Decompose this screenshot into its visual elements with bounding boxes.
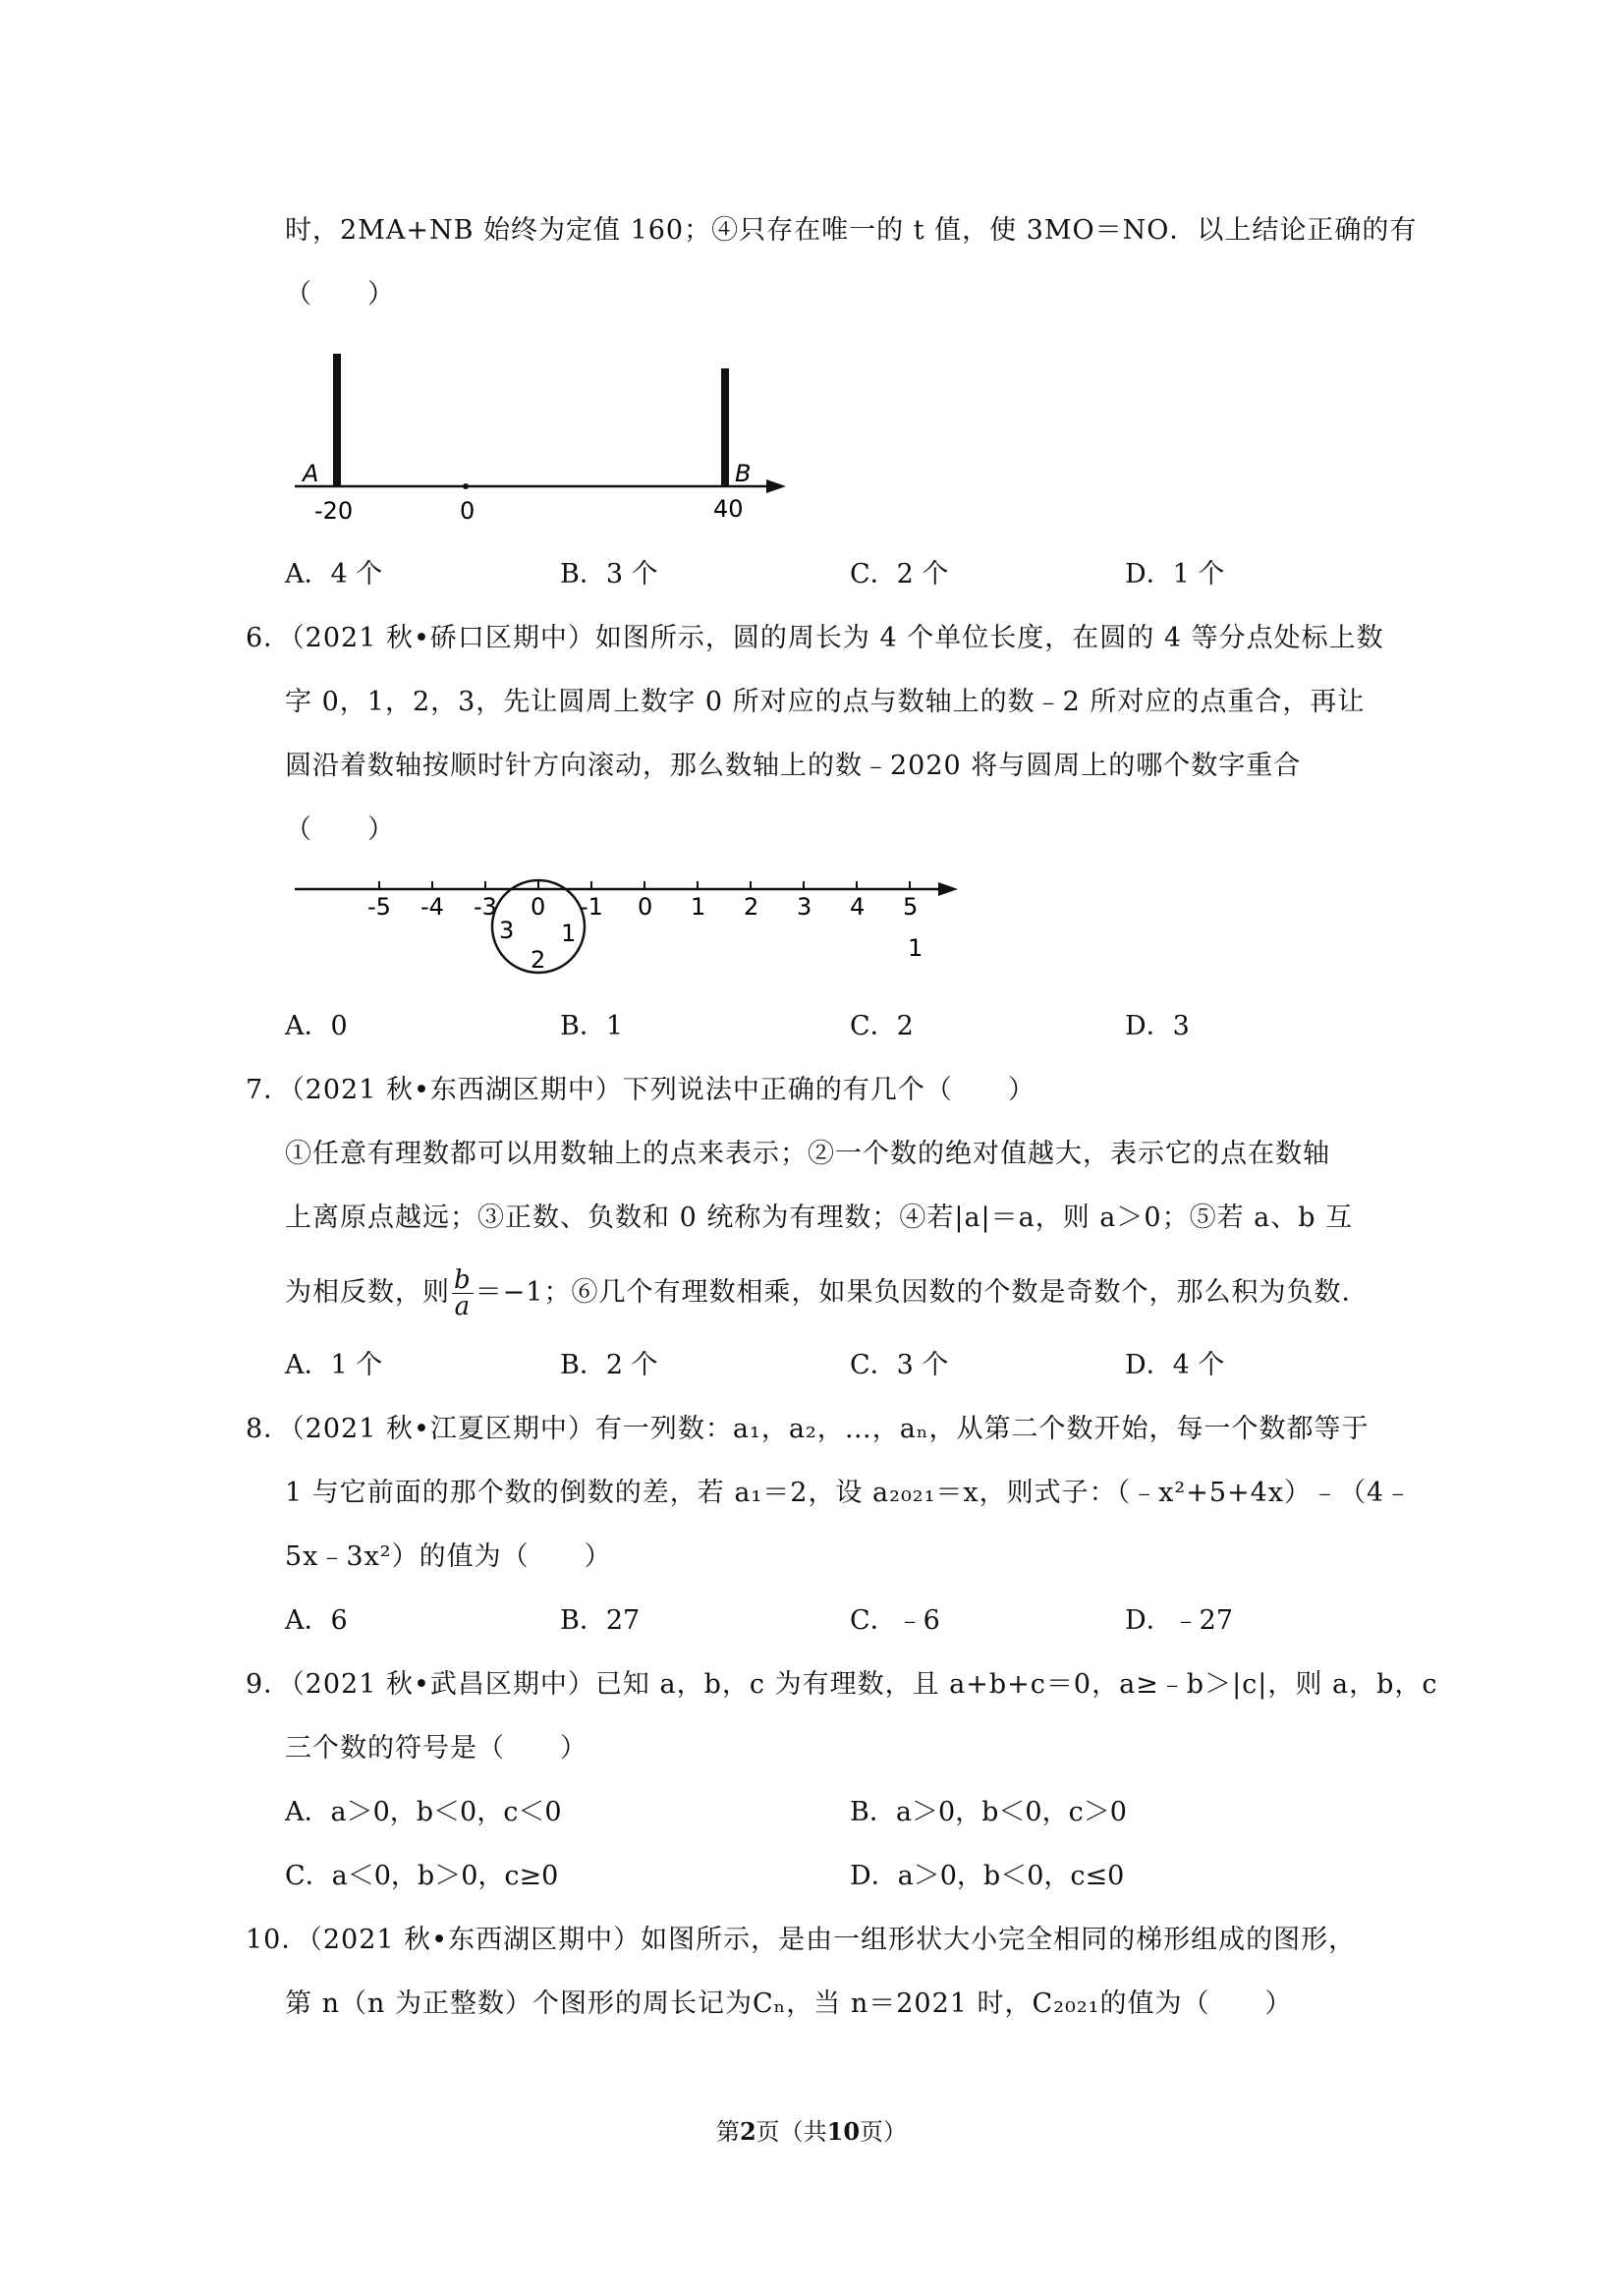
q6-number: 6．: [246, 623, 292, 653]
q6-text-1: （2021 秋•硚口区期中）如图所示，圆的周长为 4 个单位长度，在圆的 4 等分点处标上数: [291, 623, 1384, 653]
footer-pre: 第: [715, 2118, 740, 2146]
q5-option-b: B．3 个: [560, 559, 658, 589]
q7-frac-denominator: a: [454, 1292, 472, 1321]
q5-number-line-figure: [285, 344, 815, 531]
q7-option-a: A．1 个: [285, 1350, 383, 1380]
q7-text-4-post: ＝−1；⑥几个有理数相乘，如果负因数的个数是奇数个，那么积为负数．: [475, 1277, 1370, 1308]
q8-option-b: B．27: [560, 1605, 641, 1636]
q9-line1: [246, 1665, 1438, 1705]
q5-option-c: C．2 个: [850, 559, 949, 589]
q9-option-b: B．a＞0，b＜0，c＞0: [850, 1797, 1127, 1827]
q8-option-a: A．6: [285, 1605, 348, 1636]
q5-label-b: B: [735, 460, 752, 487]
footer-post: 页）: [860, 2118, 908, 2146]
q7-number: 7．: [246, 1075, 292, 1105]
q6-text-3: 圆沿着数轴按顺时针方向滚动，那么数轴上的数﹣2020 将与圆周上的哪个数字重合: [285, 751, 1302, 781]
q6-option-c: C．2: [850, 1011, 914, 1041]
q9-number: 9．: [246, 1669, 292, 1700]
footer-mid: 页（共: [756, 2118, 827, 2146]
q7-text-3: 上离原点越远；③正数、负数和 0 统称为有理数；④若|a|＝a，则 a＞0；⑤若 a、b 互: [285, 1203, 1354, 1233]
q5-tick-mid: 0: [460, 497, 476, 525]
q9-option-c: C．a＜0，b＞0，c≥0: [285, 1861, 559, 1891]
q5-option-a: A．4 个: [285, 559, 383, 589]
q8-text-3: 5x﹣3x²）的值为（ ）: [285, 1541, 612, 1572]
page-footer: [0, 2112, 1623, 2147]
q7-text-2: ①任意有理数都可以用数轴上的点来表示；②一个数的绝对值越大，表示它的点在数轴: [285, 1139, 1330, 1169]
q6-tick-label: -4: [420, 893, 444, 921]
q6-option-d: D．3: [1125, 1011, 1190, 1041]
q7-option-b: B．2 个: [560, 1350, 658, 1380]
q6-line1: [246, 619, 1384, 658]
q6-tick-label: -5: [367, 893, 391, 921]
q7-line4: [285, 1267, 1369, 1319]
q5-text-line2: （ ）: [285, 279, 395, 309]
q8-line1: [246, 1410, 1370, 1449]
q7-text-1: （2021 秋•东西湖区期中）下列说法中正确的有几个（ ）: [291, 1075, 1035, 1105]
q6-tick-label: 3: [797, 893, 812, 921]
q9-option-d: D．a＞0，b＜0，c≤0: [850, 1861, 1125, 1891]
q6-number-line-figure: [285, 869, 973, 992]
q8-text-1: （2021 秋•江夏区期中）有一列数：a₁，a₂，…，aₙ，从第二个数开始，每一个数都等于: [291, 1414, 1370, 1444]
q6-circle-label-right: 1: [561, 920, 577, 947]
q8-option-c: C．﹣6: [850, 1605, 940, 1636]
q7-fraction: [452, 1267, 474, 1319]
q6-tick-label: 4: [850, 893, 866, 921]
q6-tick-label: -1: [580, 893, 603, 921]
q6-tick-label: 1: [691, 893, 706, 921]
q6-tick-label: 5: [903, 893, 919, 921]
q5-text-line1: 时，2MA+NB 始终为定值 160；④只存在唯一的 t 值，使 3MO＝NO．以上结论正确的有: [285, 215, 1418, 246]
q8-text-2: 1 与它前面的那个数的倒数的差，若 a₁＝2，设 a₂₀₂₁＝x，则式子：（﹣x²+5+4x）﹣（4﹣: [285, 1478, 1413, 1508]
q6-tick-label: -3: [474, 893, 497, 921]
q8-option-d: D．﹣27: [1125, 1605, 1234, 1636]
q10-number: 10．: [246, 1925, 309, 1955]
q6-text-2: 字 0，1，2，3，先让圆周上数字 0 所对应的点与数轴上的数﹣2 所对应的点重合，再让: [285, 687, 1366, 717]
q7-text-4-pre: 为相反数，则: [285, 1277, 450, 1308]
q5-tick-right: 40: [713, 495, 744, 523]
q9-text-2: 三个数的符号是（ ）: [285, 1733, 588, 1764]
q7-frac-numerator: b: [454, 1265, 472, 1295]
q5-tick-left: -20: [314, 497, 354, 525]
q6-option-b: B．1: [560, 1011, 624, 1041]
q6-option-a: A．0: [285, 1011, 348, 1041]
q5-label-a: A: [303, 460, 319, 487]
q7-line1: [246, 1071, 1035, 1110]
q6-circle-label-top: 0: [531, 893, 546, 921]
q9-option-a: A．a＞0，b＜0，c＜0: [285, 1797, 562, 1827]
q8-number: 8．: [246, 1414, 292, 1444]
q7-option-c: C．3 个: [850, 1350, 949, 1380]
footer-total-pages: 10: [826, 2117, 861, 2146]
q10-text-1: （2021 秋•东西湖区期中）如图所示，是由一组形状大小完全相同的梯形组成的图形，: [308, 1925, 1357, 1955]
q6-tick-label: 2: [744, 893, 759, 921]
q6-circle-label-left: 3: [499, 917, 515, 944]
q10-text-2: 第 n（n 为正整数）个图形的周长记为Cₙ，当 n＝2021 时，C₂₀₂₁的值为（ ）: [285, 1988, 1293, 2019]
q6-text-4: （ ）: [285, 814, 395, 845]
footer-page-number: 2: [739, 2117, 756, 2146]
q6-tick-label: 0: [638, 893, 653, 921]
q6-circle-label-bottom: 2: [531, 946, 546, 974]
q6-label-below-five: 1: [908, 934, 923, 962]
q7-option-d: D．4 个: [1125, 1350, 1225, 1380]
q10-line1: [246, 1921, 1356, 1960]
q5-option-d: D．1 个: [1125, 559, 1225, 589]
q9-text-1: （2021 秋•武昌区期中）已知 a，b，c 为有理数，且 a+b+c＝0，a≥﹣b＞|c|，则 a，b，c: [291, 1669, 1438, 1700]
